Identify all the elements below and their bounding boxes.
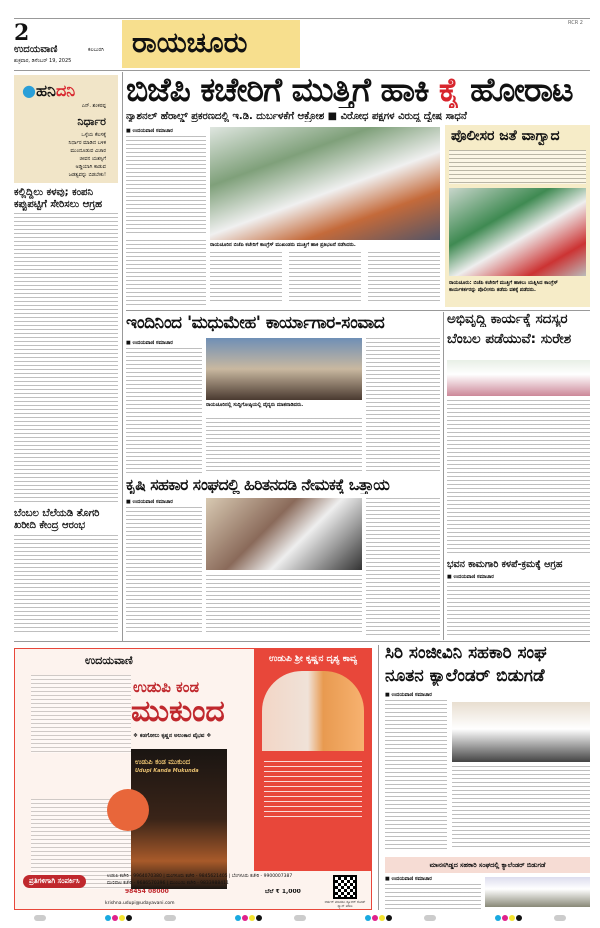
color-dot: [119, 915, 125, 921]
sidebar-headline: ಪೊಲೀಸರ ಜತೆ ವಾಗ್ವಾದ: [451, 128, 560, 144]
article-headline-line1: ಸಿರಿ ಸಂಜೀವಿನಿ ಸಹಕಾರಿ ಸಂಘ: [385, 644, 547, 663]
color-dot: [502, 915, 508, 921]
date: ಶುಕ್ರವಾರ, ಡಿಸೆಂಬರ್ 19, 2025: [14, 58, 72, 64]
color-dot: [105, 915, 111, 921]
contact-label: ಪ್ರತಿಗಳಿಗಾಗಿ ಸಂಪರ್ಕಿಸಿ: [23, 875, 86, 888]
color-dot: [365, 915, 371, 921]
email: krishna.udupi@udayavani.com: [105, 901, 175, 906]
byline: ■ ಉದಯವಾಣಿ ಸಮಾಚಾರ: [126, 499, 173, 505]
sidebar-caption: ರಾಯಚೂರು: ಬಿಜೆಪಿ ಕಚೇರಿಗೆ ಮುತ್ತಿಗೆ ಹಾಕಲು ಯತ್ನಿಸಿದ ಕಾಂಗ್ರೆಸ್ ಕಾರ್ಯಕರ್ತರನ್ನು ಪೊಲೀಸರು ತಡೆದು ವಶಕ್ಕೆ ಪಡೆದರು.: [449, 280, 558, 293]
page-code: RCR 2: [568, 20, 583, 26]
poem-body: [14, 131, 118, 179]
paper-name: ಉದಯವಾಣಿ: [14, 44, 58, 55]
article-body-text: [366, 338, 440, 473]
article-body-text: [126, 348, 202, 473]
sub-headline: ಮಾನಸಗಿಡ್ಡದ ಸಹಕಾರಿ ಸಂಘದಲ್ಲಿ ಕ್ಯಾಲೆಂಡರ್ ಬಿಡುಗಡೆ: [385, 857, 590, 873]
photo-caption: ರಾಯಚೂರಿನ ಬಿಜೆಪಿ ಕಚೇರಿಗೆ ಕಾಂಗ್ರೆಸ್ ಮುಖಂಡರು ಮುತ್ತಿಗೆ ಹಾಕಿ ಪ್ರತಿಭಟನೆ ನಡೆಸಿದರು.: [210, 242, 356, 248]
meeting-photo: [447, 360, 590, 396]
photo-caption: ರಾಯಚೂರಿನಲ್ಲಿ ಸುದ್ದಿಗೋಷ್ಠಿಯಲ್ಲಿ ವೈದ್ಯರು ಮಾತನಾಡಿದರು.: [206, 402, 304, 408]
lead-subheadline: ನ್ಯಾಶನಲ್ ಹೆರಾಲ್ಡ್ ಪ್ರಕರಣದಲ್ಲಿ ಇ.ಡಿ. ದುರ್ಬಳಕೆಗೆ ಆಕ್ರೋಶ ■ ವಿರೋಧ ಪಕ್ಷಗಳ ವಿರುದ್ಧ ದ್ವೇಷ ಸಾಧನೆ: [126, 111, 467, 122]
color-dot: [249, 915, 255, 921]
protest-photo: [210, 127, 440, 240]
article-body-text: [449, 150, 586, 184]
byline: ■ ಉದಯವಾಣಿ ಸಮಾಚಾರ: [126, 128, 173, 134]
hani-dani-box: [14, 75, 118, 183]
color-dot: [372, 915, 378, 921]
article-body-text: [366, 498, 440, 635]
whatsapp-number: 98454 08000: [125, 889, 169, 895]
article-body-text: [126, 136, 206, 236]
ad-badge: [107, 789, 149, 831]
column-divider: [443, 312, 444, 640]
article-body-text: [126, 507, 202, 635]
registration-mark: [554, 915, 566, 921]
color-dot: [256, 915, 262, 921]
cooperative-photo: [206, 498, 362, 570]
byline: ■ ಉದಯವಾಣಿ ಸಮಾಚಾರ: [447, 574, 494, 580]
article-body-text: [447, 582, 590, 637]
book-cover: ಉಡುಪಿ ಕಂಡ ಮುಕುಂದ Udupi Kanda Mukunda: [131, 749, 227, 889]
section-rule: [126, 310, 590, 311]
poem-line: ಮುಂದೂಡುವ ವಿಚಾರ: [70, 148, 106, 154]
price: ಬೆಲೆ ₹ 1,000: [265, 889, 301, 895]
ad-title-small: ಉಡುಪಿ ಕಂಡ: [133, 679, 200, 696]
police-photo: [449, 188, 586, 276]
article-body-text: [447, 400, 590, 555]
article-headline-line2: ಬೆಂಬಲ ಪಡೆಯುವೆ: ಸುರೇಶ: [447, 332, 572, 347]
article-body-text: [126, 240, 206, 305]
registration-mark: [34, 915, 46, 921]
column-divider: [122, 72, 123, 642]
hani-dani-author: ಎನ್. ಶಂಕರಪ್ಪ: [81, 103, 106, 109]
lead-headline: ಬಿಜೆಪಿ ಕಚೇರಿಗೆ ಮುತ್ತಿಗೆ ಹಾಕಿ ಕೈ ಹೋರಾಟ: [126, 72, 573, 109]
color-dot: [235, 915, 241, 921]
header-rule: [14, 70, 590, 71]
color-dot: [516, 915, 522, 921]
calendar-photo: [485, 877, 590, 907]
press-meet-photo: [206, 338, 362, 400]
article-headline: ಕೃಷಿ ಸಹಕಾರ ಸಂಘದಲ್ಲಿ ಹಿರಿತನದಡಿ ನೇಮಕಕ್ಕೆ ಒತ್ತಾಯ: [126, 477, 390, 494]
article-body-text: [206, 418, 362, 473]
ad-brand: ಉದಯವಾಣಿ: [85, 655, 133, 667]
registration-mark: [424, 915, 436, 921]
sidebar-box: [445, 125, 590, 307]
article-headline-line2: ನೂತನ ಕ್ಯಾಲೆಂಡರ್ ಬಿಡುಗಡೆ: [385, 667, 545, 686]
top-rule: [14, 18, 590, 19]
article-body-text: [14, 535, 118, 635]
ad-portrait-photo: [262, 671, 364, 751]
byline: ■ ಉದಯವಾಣಿ ಸಮಾಚಾರ: [385, 876, 432, 882]
color-dot: [495, 915, 501, 921]
article-body-text: [14, 213, 118, 503]
drop-icon: ●: [22, 81, 36, 100]
ad-right-panel: ಉಡುಪಿ ಶ್ರೀ ಕೃಷ್ಣನ ದೃಶ್ಯ ಕಾವ್ಯ: [254, 649, 372, 871]
byline: ■ ಉದಯವಾಣಿ ಸಮಾಚಾರ: [126, 340, 173, 346]
poem-line: ಜಡತ್ವವನ್ನು ಬಿಡಬೇಕು!: [68, 172, 106, 178]
ad-tagline: ❖ ಕಡಗೋಲು ಕೃಷ್ಣನ ಅಲಂಕಾರ ವೈಭವ ❖: [133, 733, 212, 739]
color-dot: [509, 915, 515, 921]
color-dot: [112, 915, 118, 921]
byline: ■ ಉದಯವಾಣಿ ಸಮಾಚಾರ: [385, 692, 432, 698]
qr-code[interactable]: [333, 875, 357, 899]
registration-mark: [164, 915, 176, 921]
article-headline: ಇಂದಿನಿಂದ 'ಮಧುಮೇಹ' ಕಾರ್ಯಾಗಾರ-ಸಂವಾದ: [126, 314, 385, 333]
article-body-text: [385, 700, 447, 850]
article-body-text: [210, 252, 440, 304]
color-dot: [242, 915, 248, 921]
ad-text: [31, 675, 131, 753]
article-body-text: [206, 575, 362, 635]
edition: ಕಲಬುರಗಿ: [88, 47, 104, 53]
article-headline-line1: ಅಭಿವೃದ್ಧಿ ಕಾರ್ಯಕ್ಕೆ ಸದಸ್ಯರ: [447, 312, 568, 327]
ad-title-big: ಮುಕುಂದ: [131, 695, 225, 728]
qr-caption: ಆರ್ಡರ್ ಮಾಡಲು ಕ್ಯೂಆರ್ ಕೋಡ್ ಸ್ಕ್ಯಾನ್ ಮಾಡಿ: [324, 900, 366, 908]
article-headline: ಕಲ್ಲಿದ್ದಿಲು ಕಳವು; ಕಂಪನಿ ಕಪ್ಪುಪಟ್ಟಿಗೆ ಸೇರಿಸಲು ಆಗ್ರಹ: [14, 187, 103, 210]
article-headline: ಬೆಂಬಲ ಬೆಲೆಯಡಿ ತೊಗರಿ ಖರೀದಿ ಕೇಂದ್ರ ಆರಂಭ: [14, 508, 100, 531]
calendar-release-photo: [452, 702, 590, 762]
poem-line: ಜೀವನ ಯಶಸ್ಸಿಗೆ: [79, 156, 106, 162]
article-body-text: [385, 884, 481, 910]
poem-line: ನಿರ್ಧಾರ ಮಾಡಿದ ಬಳಿಕ: [68, 140, 106, 146]
book-advertisement[interactable]: [14, 648, 372, 910]
ad-text: [264, 761, 362, 821]
section-rule: [14, 641, 590, 642]
column-divider: [378, 645, 379, 910]
poem-title: ನಿರ್ಧಾರ: [77, 115, 106, 128]
page-number: 2: [14, 20, 30, 46]
article-headline: ಭವನ ಕಾಮಗಾರಿ ಕಳಪೆ-ಕ್ರಮಕ್ಕೆ ಆಗ್ರಹ: [447, 560, 563, 570]
color-dot: [386, 915, 392, 921]
contact-numbers: ಉಡುಪಿ ಕಚೇರಿ - 9964070380 | ಮಂಗಳೂರು ಕಚೇರಿ - 9845621405 | ಬೆಂಗಳೂರು ಕಚೇರಿ - 9900007387 ಮಣಿಪಾಲ ಕಚೇರಿ - 9686570396 | ಮುಂಬಯಿ ಕಚೇರಿ - 9833988411: [107, 874, 293, 886]
poem-line: ಒಳ್ಳೆಯ ಕೆಲಸಕ್ಕೆ: [81, 132, 106, 138]
section-title: ರಾಯಚೂರು: [122, 20, 300, 68]
poem-line: ಅಡ್ಡಿಯಾಗಿ ಕಾಡುವ: [75, 164, 106, 170]
hani-dani-title: ಹನಿ: [35, 81, 56, 100]
color-dot: [379, 915, 385, 921]
registration-mark: [294, 915, 306, 921]
article-body-text: [452, 766, 590, 850]
hani-dani-title-red: ದನಿ: [55, 81, 76, 100]
color-dot: [126, 915, 132, 921]
